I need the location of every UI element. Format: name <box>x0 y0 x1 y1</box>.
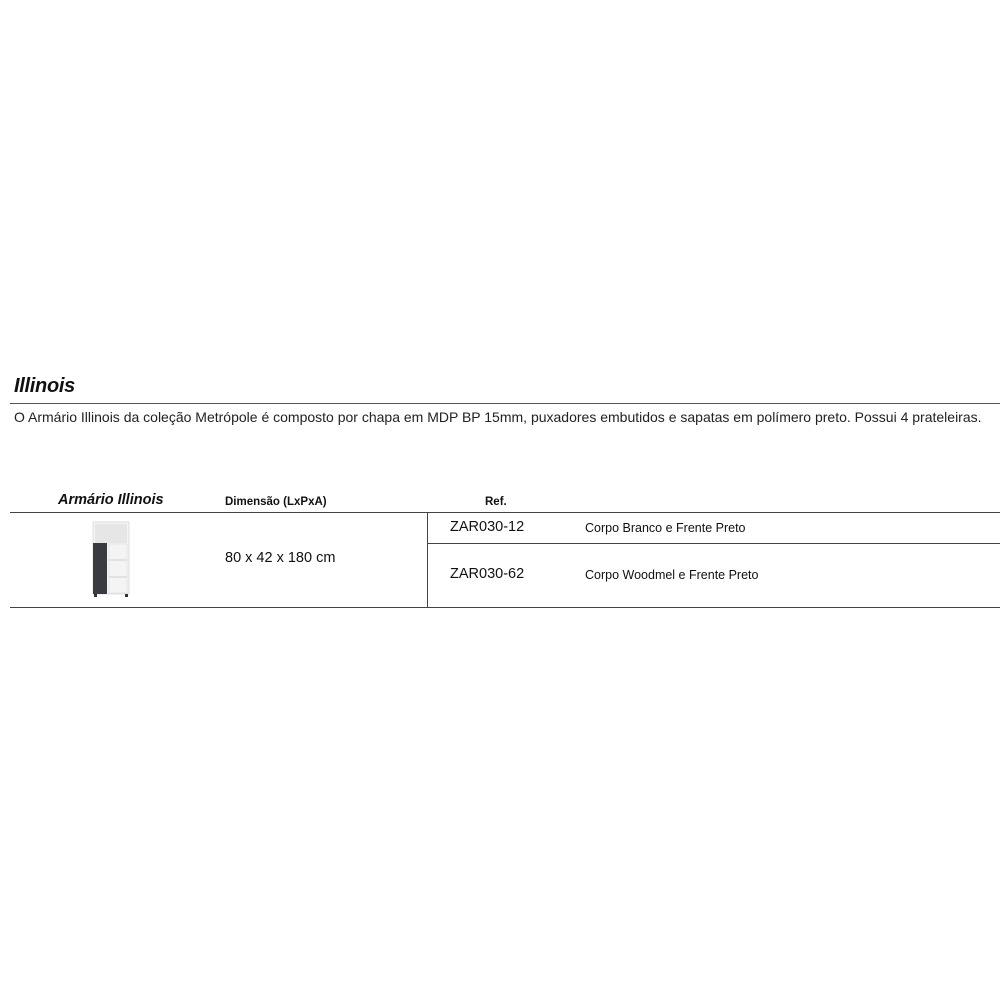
section-description: O Armário Illinois da coleção Metrópole é composto por chapa em MDP BP 15mm, puxadores embutidos e sapatas em polímero preto. Possui 4 prateleiras. <box>14 409 982 425</box>
cabinet-image <box>90 520 132 600</box>
table-row-divider <box>427 543 1000 544</box>
variant-description: Corpo Branco e Frente Preto <box>585 521 746 535</box>
title-divider <box>10 403 1000 404</box>
variant-description: Corpo Woodmel e Frente Preto <box>585 568 759 582</box>
table-bottom-rule <box>10 607 1000 608</box>
dimension-value: 80 x 42 x 180 cm <box>225 550 336 566</box>
ref-code: ZAR030-12 <box>450 519 525 535</box>
header-product: Armário Illinois <box>58 492 164 508</box>
table-column-divider <box>427 512 428 607</box>
table-top-rule <box>10 512 1000 513</box>
header-ref: Ref. <box>485 496 507 508</box>
section-title: Illinois <box>14 375 75 397</box>
ref-code: ZAR030-62 <box>450 566 525 582</box>
header-dimension: Dimensão (LxPxA) <box>225 496 327 508</box>
